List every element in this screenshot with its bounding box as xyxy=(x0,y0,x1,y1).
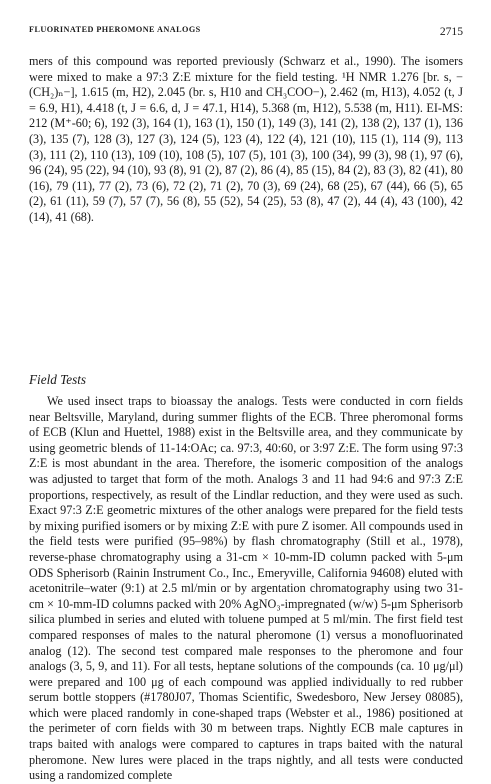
paragraph-spectral-data: mers of this compound was reported previously (Schwarz et al., 1990). The isomers were mixed to make a 97:3 Z:E mixture for the field testing. ¹H NMR 1.276 [br. s, −(CH₂)ₙ−], 1.615 (m, H2), 2.045 (br. s, H10 and CH₃COO−), 2.462 (m, H13), 4.052 (t, J = 6.9, H1), 4.418 (t, J = 6.6, d, J = 47.1, H14), 5.368 (m, H12), 5.538 (m, H11). EI-MS: 212 (M⁺-60; 6), 192 (3), 164 (1), 163 (1), 150 (1), 149 (3), 141 (2), 138 (2), 137 (1), 136 (3), 135 (7), 128 (3), 127 (3), 124 (5), 123 (4), 122 (4), 121 (10), 115 (1), 114 (9), 113 (3), 111 (2), 110 (13), 109 (10), 108 (5), 107 (5), 101 (3), 100 (34), 99 (3), 98 (1), 97 (6), 96 (24), 95 (22), 94 (10), 93 (8), 91 (2), 87 (2), 86 (4), 85 (15), 84 (2), 83 (3), 82 (41), 80 (16), 79 (11), 77 (2), 73 (6), 72 (2), 71 (2), 70 (3), 69 (24), 68 (25), 67 (44), 66 (5), 65 (2), 61 (11), 59 (7), 57 (7), 56 (8), 55 (52), 54 (25), 53 (8), 47 (2), 44 (4), 43 (100), 42 (14), 41 (68). xyxy=(29,54,463,224)
section-heading: Field Tests xyxy=(29,372,87,387)
running-head: FLUORINATED PHEROMONE ANALOGS xyxy=(29,25,201,34)
paragraph-field-tests: We used insect traps to bioassay the analogs. Tests were conducted in corn fields near Beltsville, Maryland, during summer flights of the ECB. Three pheromonal forms of ECB (Klun and Huettel, 1988) exist in the Beltsville area, and they communicate by using geometric blends of 11-14:OAc; ca. 97:3, 40:60, or 3:97 Z:E. The form using 97:3 Z:E is most abundant in the area. Therefore, the isomeric composition of the analogs was adjusted to target that form of the moth. Analogs 3 and 11 had 94:6 and 97:3 Z:E proportions, respectively, as result of the Lindlar reduction, and they were used as such. Exact 97:3 Z:E geometric mixtures of the other analogs were prepared for the field tests by mixing purified isomers or by mixing Z:E with pure Z isomer. All compounds used in the field tests were purified (95–98%) by flash chromatography (Still et al., 1978), reverse-phase chromatography using a 31-cm × 10-mm-ID column packed with 5-μm ODS Spherisorb (Rainin Instrument Co., Inc., Emeryville, California 94608) eluted with acetonitrile–water (9:1) at 2.5 ml/min or by argentation chromatography using two 31-cm × 10-mm-ID columns packed with 20% AgNO₃-impregnated (w/w) 5-μm Spherisorb silica plumbed in series and eluted with toluene pumped at 5 ml/min. The first field test compared responses of males to the natural pheromone (1) versus a monofluorinated analog (12). The second test compared male responses to the pheromone and four analogs (3, 5, 9, and 11). For all tests, heptane solutions of the compounds (ca. 10 μg/μl) were prepared and 100 μg of each compound was applied individually to red rubber serum bottle stoppers (#1780J07, Thomas Scientific, Swedesboro, New Jersey 08085), which were placed randomly in cone-shaped traps (Webster et al., 1986) positioned at the perimeter of corn fields with 30 m between traps. Nightly ECB male captures in traps baited with analogs were compared to captures in traps baited with the natural pheromone. New lures were placed in the traps nightly, and all tests were conducted using a randomized complete xyxy=(29,394,463,783)
body-text-top xyxy=(29,54,463,226)
page-number: 2715 xyxy=(439,25,463,38)
body-text-field-tests xyxy=(29,394,463,784)
page-header xyxy=(29,25,463,39)
